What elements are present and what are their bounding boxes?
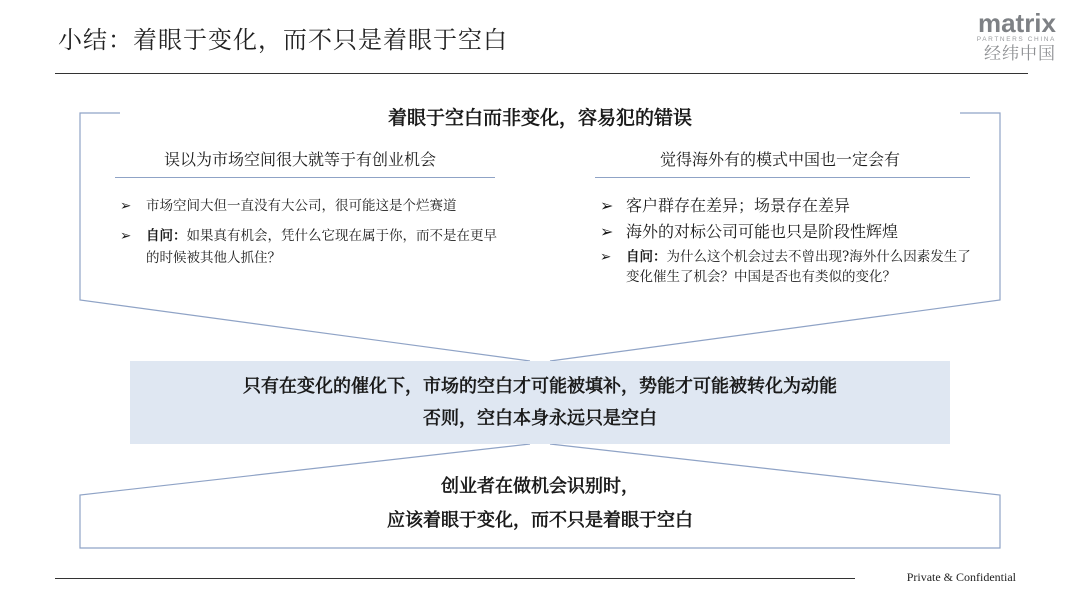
logo-subtitle: PARTNERS CHINA xyxy=(976,36,1056,43)
arrow-bullet-icon: ➢ xyxy=(600,222,614,241)
footer-divider xyxy=(55,578,855,579)
list-item xyxy=(600,247,975,287)
list-item xyxy=(600,195,975,217)
conclusion-line-1: 创业者在做机会识别时， xyxy=(441,476,639,497)
left-bullet-list xyxy=(120,195,500,277)
left-title-underline xyxy=(115,177,495,178)
slide-title: 小结：着眼于变化，而不只是着眼于空白 xyxy=(58,26,508,54)
list-item xyxy=(120,225,500,269)
arrow-bullet-icon: ➢ xyxy=(600,249,612,265)
bullet-text: 市场空间大但一直没有大公司，很可能这是个烂赛道 xyxy=(146,198,457,214)
logo-chinese: 经纬中国 xyxy=(984,44,1056,64)
arrow-bullet-icon: ➢ xyxy=(120,198,132,214)
bullet-prefix: 自问： xyxy=(146,228,187,244)
arrow-bullet-icon: ➢ xyxy=(120,228,132,244)
right-column-title: 觉得海外有的模式中国也一定会有 xyxy=(659,150,900,169)
footer-confidential: Private & Confidential xyxy=(906,570,1016,584)
bullet-prefix: 自问： xyxy=(626,249,667,265)
right-title-underline xyxy=(595,177,970,178)
list-item xyxy=(600,221,975,243)
key-message-line-2: 否则，空白本身永远只是空白 xyxy=(423,408,657,429)
bullet-text: 海外的对标公司可能也只是阶段性辉煌 xyxy=(626,222,899,241)
bullet-text: 客户群存在差异；场景存在差异 xyxy=(626,196,851,215)
right-bullet-list xyxy=(600,195,975,291)
bullet-text: 如果真有机会，凭什么它现在属于你，而不是在更早的时候被其他人抓住？ xyxy=(146,228,497,266)
conclusion-text xyxy=(80,470,1000,538)
upper-heading: 着眼于空白而非变化，容易犯的错误 xyxy=(387,107,692,129)
left-column-title: 误以为市场空间很大就等于有创业机会 xyxy=(163,150,436,169)
list-item xyxy=(120,195,500,217)
conclusion-line-2: 应该着眼于变化，而不只是着眼于空白 xyxy=(387,510,693,531)
key-message-line-1: 只有在变化的催化下，市场的空白才可能被填补，势能才可能被转化为动能 xyxy=(243,376,837,397)
logo-brand: matrix xyxy=(977,8,1056,38)
key-message-box xyxy=(130,361,950,444)
arrow-bullet-icon: ➢ xyxy=(600,196,614,215)
bullet-text: 为什么这个机会过去不曾出现?海外什么因素发生了变化催生了机会？中国是否也有类似的变化？ xyxy=(626,249,971,285)
